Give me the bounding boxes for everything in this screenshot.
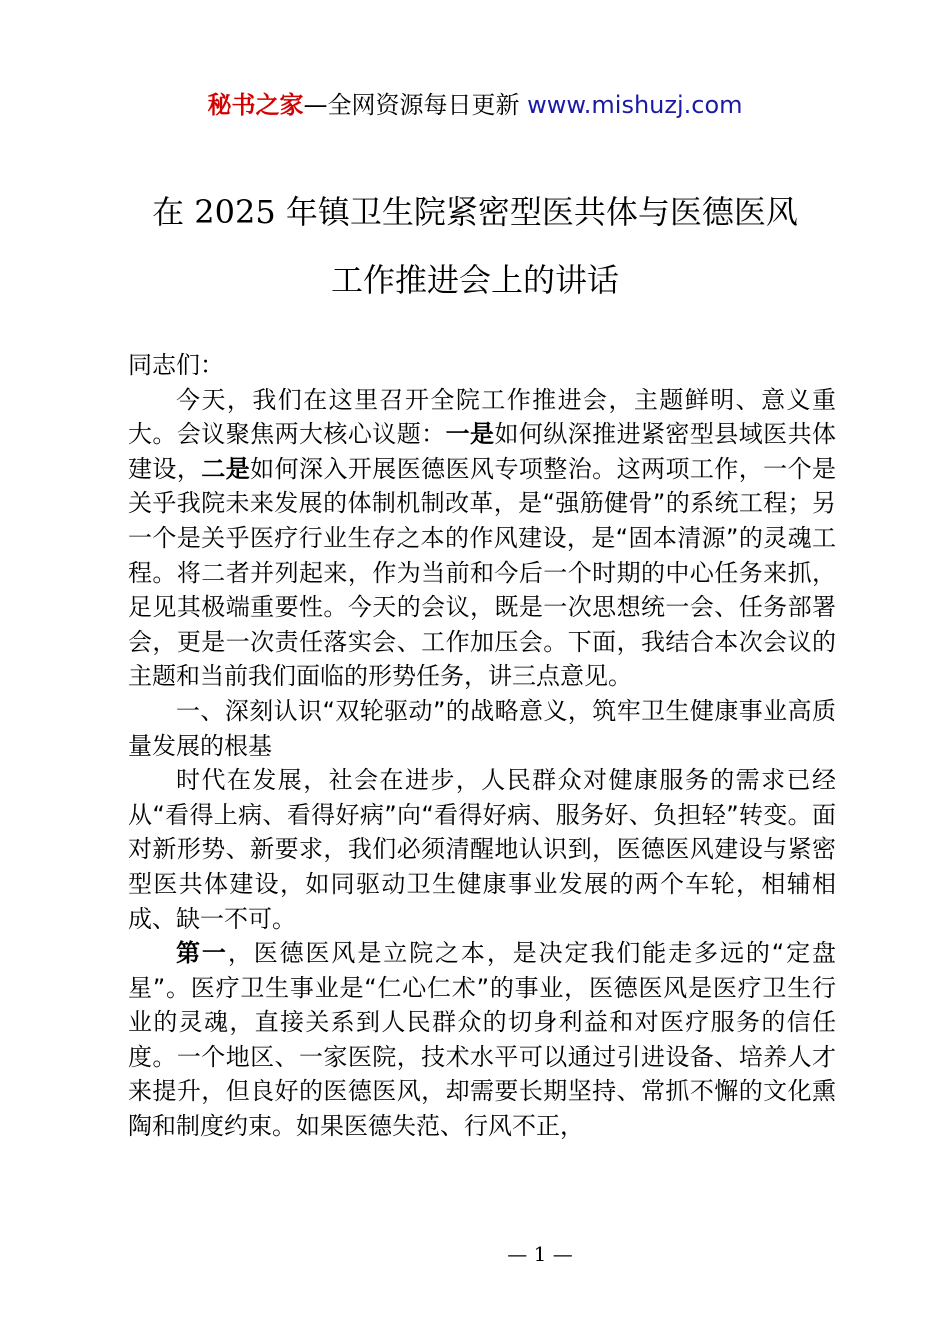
site-url-link[interactable]: www.mishuzj.com: [527, 91, 743, 119]
section-heading-1: 一、深刻认识“双轮驱动”的战略意义，筑牢卫生健康事业高质量发展的根基: [128, 696, 836, 760]
intro-text-start: 今天，我们在这里召开全院工作推进会，主题鲜明、意义重大。会议聚焦两大核心议题：: [128, 385, 836, 449]
document-title-line-2: 工作推进会上的讲话: [330, 261, 619, 299]
first-point-text: ，医德医风是立院之本，是决定我们能走多远的“定盘星”。医疗卫生事业是“仁心仁术”的事业，医德医风是医疗卫生行业的灵魂，直接关系到人民群众的切身利益和对医疗服务的信任度。一个地区、一家医院，技术水平可以通过引进设备、培养人才来提升，但良好的医德医风，却需要长期坚持、常抓不懈的文化熏陶和制度约束。如果医德失范、行风不正，: [128, 939, 837, 1141]
banner-tagline: —全网资源每日更新: [303, 91, 528, 119]
intro-text-end: 如何深入开展医德医风专项整治。这两项工作，一个是关乎我院未来发展的体制机制改革，是“强筋健骨”的系统工程；另一个是关乎医疗行业生存之本的作风建设，是“固本清源”的灵魂工程。将二者并列起来，作为当前和今后一个时期的中心任务来抓，足见其极端重要性。今天的会议，既是一次思想统一会、任务部署会，更是一次责任落实会、工作加压会。下面，我结合本次会议的主题和当前我们面临的形势任务，讲三点意见。: [128, 454, 837, 691]
site-banner: [0, 88, 950, 122]
paragraph-intro: [128, 383, 836, 694]
brand-name: 秘书之家: [207, 91, 304, 119]
paragraph-first-point: [128, 936, 836, 1144]
document-title-line-1: 在 2025 年镇卫生院紧密型医共体与医德医风: [152, 193, 798, 231]
first-point-label: 第一: [176, 939, 228, 968]
document-body: [128, 348, 836, 1144]
paragraph-context: 时代在发展，社会在进步，人民群众对健康服务的需求已经从“看得上病、看得好病”向“看得好病、服务好、负担轻”转变。面对新形势、新要求，我们必须清醒地认识到，医德医风建设与紧密型医共体建设，如同驱动卫生健康事业发展的两个车轮，相辅相成、缺一不可。: [128, 766, 836, 933]
intro-bold-first: 一是: [445, 420, 495, 449]
intro-bold-second: 二是: [201, 454, 251, 483]
salutation: 同志们：: [128, 351, 224, 379]
page-number: — 1 —: [507, 1242, 573, 1266]
intro-text-middle: 如何纵深推进紧密型县域医共体建设，: [128, 420, 837, 483]
